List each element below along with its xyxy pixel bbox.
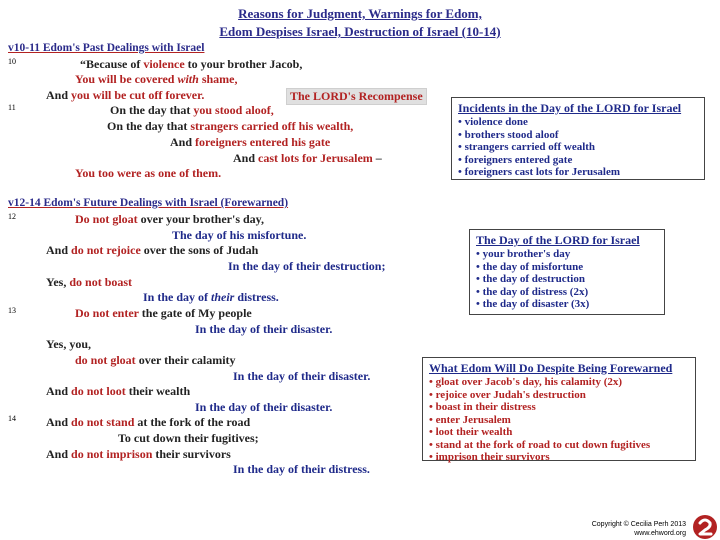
warning-text: do not rejoice (71, 243, 141, 257)
highlight-stood-aloof: you stood aloof, (193, 103, 274, 117)
verse-text-italic: with (177, 72, 199, 86)
incidents-heading: Incidents in the Day of the LORD for Israel (458, 101, 682, 115)
verse-line: In the day of their disaster. (195, 400, 333, 414)
verse-line (75, 353, 236, 368)
verse-number-10: 10 (8, 57, 16, 66)
verse-line: You too were as one of them. (75, 166, 222, 180)
verse-line (75, 212, 264, 227)
verse-line (46, 447, 231, 462)
verse-number-13: 13 (8, 306, 16, 315)
list-item: • the day of destruction (476, 273, 585, 285)
verse-line: The day of his misfortune. (172, 228, 307, 242)
highlight-violence: violence (143, 57, 185, 71)
verse-text: You will be covered (75, 72, 178, 86)
verse-text: And (46, 88, 72, 102)
verse-line: To cut down their fugitives; (118, 431, 259, 445)
copyright-line-2: www.ehword.org (634, 530, 686, 537)
verse-line (75, 306, 252, 321)
verse-text: And (233, 151, 259, 165)
warning-text: do not boast (69, 275, 133, 289)
verse-line: Yes, you, (46, 337, 92, 351)
list-item: • imprison their survivors (429, 451, 550, 463)
verse-line (46, 243, 258, 258)
verse-text: the gate of My people (138, 306, 252, 320)
verse-text: distress. (234, 290, 279, 304)
verse-text: – (372, 151, 382, 165)
day-of-lord-box (469, 229, 665, 315)
verse-number-11: 11 (8, 103, 16, 112)
page-title-line-1: Reasons for Judgment, Warnings for Edom, (238, 6, 482, 21)
highlight-cut-off: you will be cut off forever. (71, 88, 205, 102)
forewarned-heading: What Edom Will Do Despite Being Forewarned (429, 361, 673, 375)
verse-text: Yes, (46, 275, 70, 289)
list-item: • the day of distress (2x) (476, 285, 589, 298)
verse-number-14: 14 (8, 414, 16, 423)
verse-text: their survivors (152, 447, 231, 461)
verse-text: And (46, 415, 72, 429)
verse-line (46, 275, 132, 290)
list-item: • foreigners cast lots for Jerusalem (458, 166, 620, 178)
verse-line: In the day of their distress. (233, 462, 370, 476)
verse-text: And (170, 135, 196, 149)
verse-line (110, 103, 274, 118)
highlight-cast-lots: cast lots for Jerusalem (258, 151, 373, 165)
copyright (560, 520, 686, 538)
incidents-box (451, 97, 705, 180)
warning-text: do not stand (71, 415, 135, 429)
forewarned-box (422, 357, 696, 461)
verse-line (107, 119, 353, 134)
list-item: • enter Jerusalem (429, 413, 511, 426)
verse-text: And (46, 447, 72, 461)
verse-line (233, 151, 382, 166)
verse-text: their wealth (125, 384, 191, 398)
verse-line (46, 384, 190, 399)
verse-line: In the day of their disaster. (233, 369, 371, 383)
page-title-line-2: Edom Despises Israel, Destruction of Israel (10-14) (219, 24, 501, 39)
section-heading-past-dealings: v10-11 Edom's Past Dealings with Israel (8, 42, 205, 54)
verse-number-12: 12 (8, 212, 16, 221)
warning-text: do not gloat (75, 353, 136, 367)
verse-text: On the day that (110, 103, 194, 117)
verse-line: In the day of their disaster. (195, 322, 333, 336)
list-item: • your brother's day (476, 248, 571, 260)
verse-text-italic: their (211, 290, 235, 304)
list-item: • foreigners entered gate (458, 153, 573, 166)
warning-text: Do not gloat (75, 212, 138, 226)
section-heading-future-dealings: v12-14 Edom's Future Dealings with Israel (Forewarned) (8, 197, 289, 209)
verse-text: over the sons of Judah (140, 243, 259, 257)
list-item: • rejoice over Judah's destruction (429, 388, 586, 401)
verse-text: to your brother Jacob, (184, 57, 303, 71)
list-item: • strangers carried off wealth (458, 141, 596, 153)
copyright-line-1: Copyright © Cecilia Perh 2013 (591, 521, 686, 528)
list-item: • loot their wealth (429, 426, 513, 438)
verse-line (80, 57, 302, 72)
warning-text: do not loot (71, 384, 126, 398)
warning-text: do not imprison (71, 447, 153, 461)
verse-text: at the fork of the road (134, 415, 251, 429)
verse-text: And (46, 243, 72, 257)
verse-text: over your brother's day, (137, 212, 265, 226)
verse-line (170, 135, 330, 150)
ehword-logo-icon (692, 514, 718, 540)
list-item: • gloat over Jacob's day, his calamity (2x) (429, 376, 623, 388)
list-item: • stand at the fork of road to cut down fugitives (429, 438, 651, 451)
verse-line (143, 290, 279, 305)
highlight-foreigners: foreigners entered his gate (195, 135, 331, 149)
highlight-strangers: strangers carried off his wealth, (190, 119, 354, 133)
verse-line (75, 72, 237, 87)
list-item: • the day of disaster (3x) (476, 298, 590, 310)
list-item: • the day of misfortune (476, 260, 584, 273)
list-item: • brothers stood aloof (458, 128, 559, 141)
verse-text: shame, (198, 72, 238, 86)
list-item: • violence done (458, 116, 528, 128)
warning-text: Do not enter (75, 306, 139, 320)
verse-line (46, 415, 250, 430)
verse-text: over their calamity (135, 353, 236, 367)
verse-line: In the day of their destruction; (228, 259, 386, 273)
verse-text: On the day that (107, 119, 191, 133)
verse-text: And (46, 384, 72, 398)
day-of-lord-heading: The Day of the LORD for Israel (476, 233, 640, 247)
verse-text: “Because of (80, 57, 144, 71)
verse-line (46, 88, 204, 103)
verse-text: In the day of (143, 290, 212, 304)
list-item: • boast in their distress (429, 401, 536, 413)
recompense-label: The LORD's Recompense (286, 88, 427, 105)
